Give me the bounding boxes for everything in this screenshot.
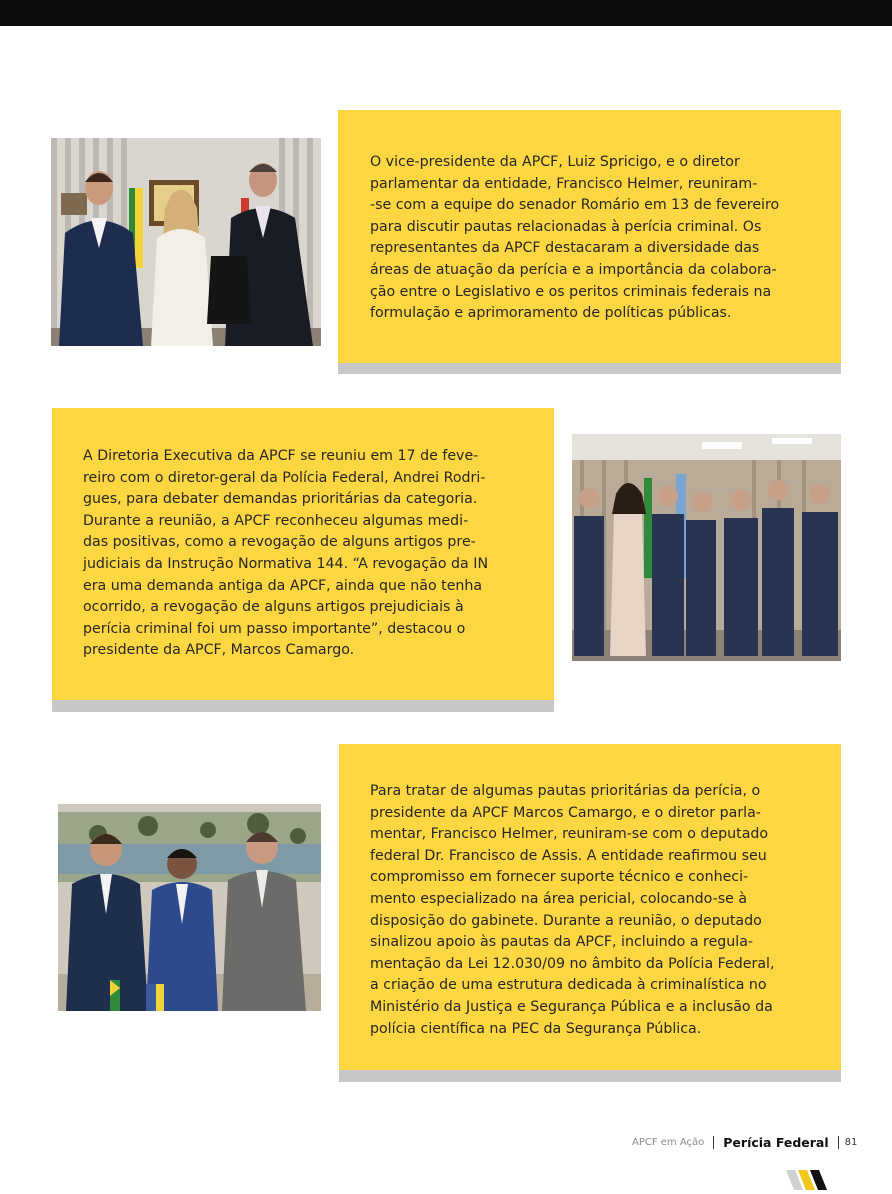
apcf-stripes-logo-icon: [786, 1170, 832, 1190]
article-1-text: O vice-presidente da APCF, Luiz Spricigo, e o diretor parlamentar da entidade, Francisco Helmer, reuniram- -se com a equipe do senador Romário em 13 de fevereiro para discutir pautas relacionadas à perícia criminal. Os representantes da APCF destacaram a diversidade das áreas de atuação da perícia e a importância da colabora- ção entre o Legislativo e os peritos criminais federais na formulação e aprimoramento de políticas públicas.: [370, 154, 780, 322]
footer-divider-2: [838, 1136, 839, 1149]
article-3-photo: [58, 804, 321, 1011]
page-footer: [632, 1133, 857, 1151]
article-1-box-shadow: [338, 363, 841, 374]
article-2-box: [52, 408, 554, 700]
article-1-photo: [51, 138, 321, 346]
article-3-box-shadow: [339, 1070, 841, 1082]
article-2-photo: [572, 434, 841, 661]
article-3-text: Para tratar de algumas pautas prioritárias da perícia, o presidente da APCF Marcos Camargo, e o diretor parla- mentar, Francisco Helmer, reuniram-se com o deputado federal Dr. Francisco de Assis. A entidade reafirmou seu compromisso em fornecer suporte técnico e conheci- mento especializado na área pericial, colocando-se à disposição do gabinete. Durante a reunião, o deputado sinalizou apoio às pautas da APCF, incluindo a regula- mentação da Lei 12.030/09 no âmbito da Polícia Federal, a criação de uma estrutura dedicada à criminalística no Ministério da Justiça e Segurança Pública e a inclusão da polícia científica na PEC da Segurança Pública.: [370, 783, 775, 1037]
article-2-box-shadow: [52, 700, 554, 712]
article-3-box: [339, 744, 841, 1070]
article-2-text: A Diretoria Executiva da APCF se reuniu em 17 de feve- reiro com o diretor-geral da Polícia Federal, Andrei Rodri- gues, para debater demandas prioritárias da categoria. Durante a reunião, a APCF reconheceu algumas medi- das positivas, como a revogação de alguns artigos pre- judiciais da Instrução Normativa 144. “A revogação da IN era uma demanda antiga da APCF, ainda que não tenha ocorrido, a revogação de alguns artigos prejudiciais à perícia criminal foi um passo importante”, destacou o presidente da APCF, Marcos Camargo.: [83, 448, 489, 659]
top-bar: [0, 0, 892, 26]
page-number: 81: [844, 1136, 858, 1148]
footer-section: APCF em Ação: [632, 1136, 705, 1148]
footer-divider: [713, 1136, 714, 1149]
article-1-box: [338, 110, 841, 363]
footer-title: Perícia Federal: [723, 1134, 829, 1150]
